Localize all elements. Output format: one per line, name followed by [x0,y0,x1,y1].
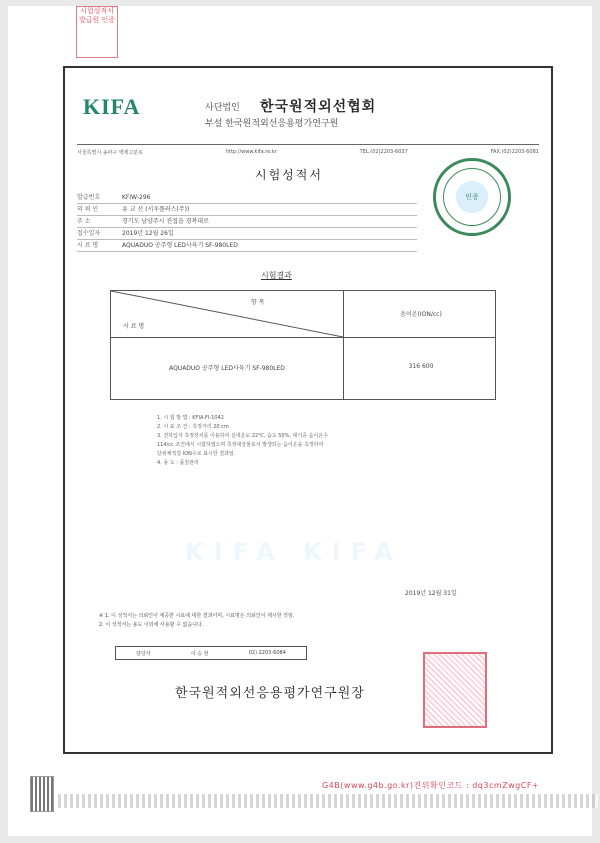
table-divider [343,291,344,399]
info-value: 2019년 12월 26일 [122,230,174,237]
anion-column-label: 음이온(ION/cc) [400,311,442,318]
remark-line: ※ 1. 이 성적서는 의뢰인이 제공한 시료에 대한 결과이며, 시료명은 의뢰인이 제시한 것임. [99,613,295,619]
note-line: 단위체적당 ION수로 표시한 결과임. [157,451,236,457]
fax: FAX.(02)2203-6081 [490,149,539,155]
president-signature: 한국원적외선응용평가연구원장 [175,686,365,701]
note-line: 4. 용 도 : 품질관리 [157,460,199,466]
info-block [77,192,417,252]
contact-tel: 02) 2203-6084 [248,650,286,656]
info-row [77,204,417,216]
info-key: 의 뢰 인 [77,206,99,213]
info-value: 경기도 남양주시 진접읍 경복대로 [122,218,209,225]
certification-seal [433,158,511,236]
contact-name: 이 승 현 [190,650,209,657]
contact-label: 담당자 [136,650,151,657]
website: http://www.kifa.re.kr [225,149,277,155]
info-row [77,216,417,228]
result-title: 시험결과 [261,271,292,280]
note-line: 114/cc 조건에서 시험하였으며 측정대상물로서 발생되는 음이온을 측정하여 [157,442,324,448]
barcode [30,776,54,812]
anion-value-cell: 316 600 [408,363,434,370]
remark-line: 2. 이 성적서는 용도 이외에 사용할 수 없습니다. [99,622,204,628]
document-title: 시험성적서 [255,168,323,182]
info-row [77,192,417,204]
note-line: 1. 시 험 방 법 : KFIA-FI-1042 [157,415,224,421]
info-key: 주 소 [77,218,91,225]
top-stamp [76,6,118,58]
footer-pattern [58,794,598,808]
official-seal [423,652,487,728]
watermark: KIFA KIFA [185,538,403,566]
seal-text: 인증 [465,193,479,201]
seal-inner [443,168,501,226]
certificate-frame [63,66,553,754]
address-line [77,144,539,156]
info-value: KFIW-296 [122,194,151,201]
issue-date: 2019년 12월 31일 [405,590,457,597]
info-key: 접수일자 [77,230,101,237]
contact-box [115,646,307,660]
sample-name-label: 시 료 명 [123,323,145,330]
remarks [99,612,459,630]
info-key: 발급번호 [77,194,101,201]
document-page [8,6,592,836]
footer [16,776,600,834]
info-row [77,228,417,240]
sample-name-cell: AQUADUO 공주형 LED사육기 SF-980LED [169,365,285,372]
tel: TEL.(02)2203-6037 [359,149,408,155]
kifa-logo: KIFA [83,94,141,119]
org-subsidiary: 부설 한국원적외선응용평가연구원 [205,119,339,129]
address: 서울특별시 송파구 백제고분로 [77,150,143,156]
test-notes [157,414,457,468]
org-type: 사단법인 [205,103,240,113]
top-stamp-text: 시험성적서 발급원 인증 [78,7,116,24]
org-name: 한국원적외선협회 [260,99,377,115]
g4b-verification: G4B(www.g4b.go.kr)진위확인코드 : dq3cmZwgCF+ [322,781,540,790]
note-line: 3. 전하입자 측정장치를 이용하여 실내온도 22℃, 습도 50%, 대기중 음이온수 [157,433,328,439]
result-table [110,290,496,400]
note-line: 2. 시 료 조 건 : 측정거리 20 cm [157,424,229,430]
info-key: 시 료 명 [77,242,99,249]
item-label: 항 목 [251,299,265,306]
info-row [77,240,417,252]
info-value: 유 교 선 (서우플러스(주)) [122,206,190,213]
info-value: AQUADUO 공주형 LED사육기 SF-980LED [122,242,238,249]
header-diagonal [111,291,343,337]
